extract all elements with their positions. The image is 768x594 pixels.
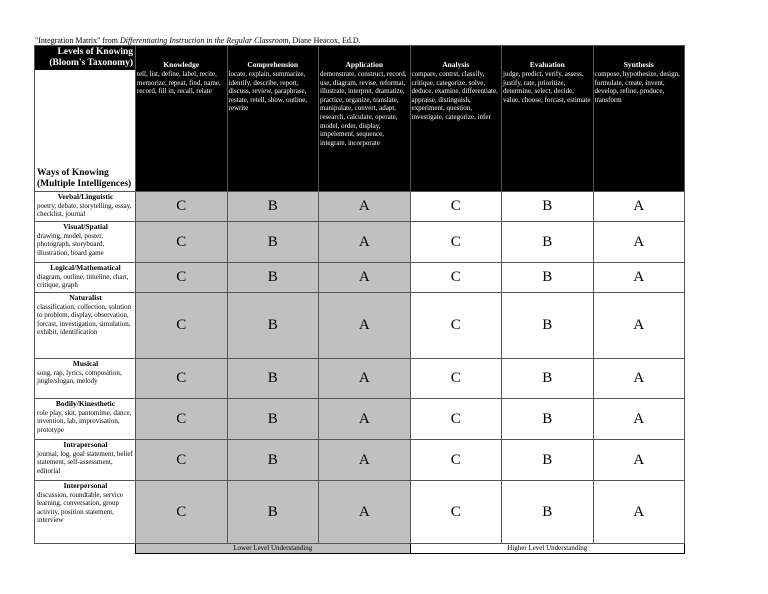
corner-cell	[35, 46, 136, 192]
grade-cell: B	[502, 192, 594, 222]
grade-cell: B	[227, 481, 319, 544]
intelligence-cell	[35, 481, 136, 544]
grade-cell: B	[227, 263, 319, 293]
grade-cell: A	[319, 440, 411, 481]
levels-of-knowing-label	[35, 46, 135, 70]
intelligence-name: Bodily/Kinesthetic	[55, 399, 116, 408]
grade-cell: A	[319, 399, 411, 440]
intelligence-row-visual-spatial	[35, 222, 685, 263]
grade-cell: A	[593, 293, 685, 359]
intelligence-name: Logical/Mathematical	[50, 263, 121, 272]
grade-cell: A	[593, 481, 685, 544]
level-header-synthesis	[593, 46, 685, 192]
intelligence-cell	[35, 359, 136, 399]
intelligence-name: Interpersonal	[63, 481, 108, 490]
lower-level-understanding-label: Lower Level Understanding	[136, 544, 411, 554]
grade-cell: A	[319, 263, 411, 293]
grade-cell: B	[502, 263, 594, 293]
grade-cell: B	[227, 222, 319, 263]
intelligence-cell	[35, 440, 136, 481]
intelligence-activities: journal, log, goal statement, belief statement, self-assessment, editorial	[37, 449, 133, 475]
grade-cell: B	[502, 222, 594, 263]
header-row	[35, 46, 685, 192]
intelligence-activities: drawing, model, poster, photograph, storyboard, illustration, board game	[37, 231, 105, 257]
grade-cell: A	[319, 192, 411, 222]
grade-cell: A	[319, 481, 411, 544]
intelligence-cell	[35, 222, 136, 263]
footer-row	[35, 544, 685, 554]
grade-cell: A	[319, 359, 411, 399]
grade-cell: A	[319, 293, 411, 359]
document-caption	[35, 36, 361, 45]
intelligence-row-verbal-linguistic	[35, 192, 685, 222]
level-title: Comprehension	[247, 60, 299, 69]
grade-cell: B	[227, 293, 319, 359]
level-title: Application	[345, 60, 383, 69]
grade-cell: C	[410, 222, 502, 263]
level-verbs: locate, explain, summarize, identify, describe, report, discuss, review, paraphrase, restate, retell, show, outline, rewrite	[228, 70, 308, 113]
level-verbs: demonstrate, construct, record, use, diagram, revise, reformat, illustrate, interpret, dramatize, practice, organize, translate, manipulate, convert, adapt, research, calculate, operate, model, order, display, impelement, sequence, integrate, incorporate	[320, 70, 407, 147]
grade-cell: C	[410, 192, 502, 222]
intelligence-row-naturalist	[35, 293, 685, 359]
grade-cell: C	[410, 359, 502, 399]
intelligence-activities: role play, skit, pantomime, dance, invention, lab, improvisation, prototype	[37, 408, 132, 434]
caption-author: , Diane Heacox, Ed.D.	[288, 36, 361, 45]
caption-book-title: Differentiating Instruction in the Regular Classroom	[119, 36, 289, 45]
level-header-analysis	[410, 46, 502, 192]
intelligence-cell	[35, 399, 136, 440]
level-verbs: judge, predict, verify, assess, justify, rate, prioritize, determine, select, decide, value, choose, forcast, estimate	[503, 70, 591, 104]
grade-cell: A	[593, 222, 685, 263]
grade-cell: C	[410, 293, 502, 359]
intelligence-name: Musical	[72, 359, 99, 368]
intelligence-activities: song, rap, lyrics, composition, jingle/slogan, melody	[37, 368, 122, 386]
integration-matrix-table	[34, 45, 685, 554]
footer-spacer	[35, 544, 136, 554]
grade-cell: C	[136, 440, 228, 481]
intelligence-name: Naturalist	[69, 293, 102, 302]
grade-cell: C	[410, 263, 502, 293]
grade-cell: C	[410, 481, 502, 544]
intelligence-row-interpersonal	[35, 481, 685, 544]
caption-prefix: "Integration Matrix" from	[35, 36, 120, 45]
intelligence-name: Visual/Spatial	[63, 222, 108, 231]
intelligence-cell	[35, 192, 136, 222]
level-verbs: compare, contrst, classify, critique, categorize, solve, deduce, examine, differentiate, appraise, distinguish, experiment, question, investigate, categorize, infer	[411, 70, 498, 121]
level-header-comprehension	[227, 46, 319, 192]
level-verbs: tell, list, define, label, recite, memorize, repeat, find, name, record, fill in, recall, relate	[137, 70, 221, 96]
intelligence-name: Intrapersonal	[63, 440, 108, 449]
grade-cell: A	[593, 192, 685, 222]
grade-cell: A	[319, 222, 411, 263]
level-header-knowledge	[136, 46, 228, 192]
intelligence-activities: diagram, outline, timeline, chart, critique, graph	[37, 272, 129, 290]
intelligence-name: Verbal/Linguistic	[57, 192, 114, 201]
level-header-evaluation	[502, 46, 594, 192]
grade-cell: B	[227, 399, 319, 440]
level-title: Evaluation	[529, 60, 565, 69]
grade-cell: C	[136, 359, 228, 399]
grade-cell: A	[593, 359, 685, 399]
grade-cell: C	[136, 222, 228, 263]
intelligence-activities: discussion, roundtable, service learning, conversation, group activity, position statement, interview	[37, 490, 123, 525]
higher-level-understanding-label: Higher Level Understanding	[410, 544, 685, 554]
ways-of-knowing-title: Ways of Knowing	[37, 168, 109, 178]
grade-cell: B	[502, 399, 594, 440]
level-header-application	[319, 46, 411, 192]
grade-cell: B	[227, 192, 319, 222]
intelligence-row-bodily-kinesthetic	[35, 399, 685, 440]
grade-cell: C	[136, 293, 228, 359]
grade-cell: B	[502, 359, 594, 399]
intelligence-cell	[35, 263, 136, 293]
level-title: Synthesis	[623, 60, 654, 69]
grade-cell: C	[136, 263, 228, 293]
grade-cell: B	[227, 359, 319, 399]
grade-cell: C	[136, 481, 228, 544]
level-title: Knowledge	[163, 60, 200, 69]
intelligence-row-musical	[35, 359, 685, 399]
intelligence-activities: classification, collection, solution to problem, display, observation, forcast, investigation, simulation, exhibit, identification	[37, 302, 132, 337]
levels-of-knowing-title: Levels of Knowing	[57, 47, 133, 57]
grade-cell: A	[593, 399, 685, 440]
grade-cell: A	[593, 440, 685, 481]
level-verbs: compose, hypothesize, design, formulate, create, invent, develop, refine, produce, transform	[594, 70, 680, 104]
intelligence-row-intrapersonal	[35, 440, 685, 481]
grade-cell: C	[136, 399, 228, 440]
ways-of-knowing-label	[37, 168, 131, 190]
grade-cell: B	[227, 440, 319, 481]
blooms-taxonomy-label: (Bloom's Taxonomy)	[49, 58, 133, 68]
grade-cell: C	[410, 399, 502, 440]
intelligence-cell	[35, 293, 136, 359]
grade-cell: B	[502, 481, 594, 544]
level-title: Analysis	[442, 60, 470, 69]
intelligence-row-logical-mathematical	[35, 263, 685, 293]
grade-cell: B	[502, 293, 594, 359]
grade-cell: B	[502, 440, 594, 481]
intelligence-activities: poetry, debate, storytelling, essay, checklist, journal	[37, 201, 132, 219]
grade-cell: C	[136, 192, 228, 222]
grade-cell: C	[410, 440, 502, 481]
multiple-intelligences-label: (Multiple Intelligences)	[37, 179, 132, 189]
grade-cell: A	[593, 263, 685, 293]
